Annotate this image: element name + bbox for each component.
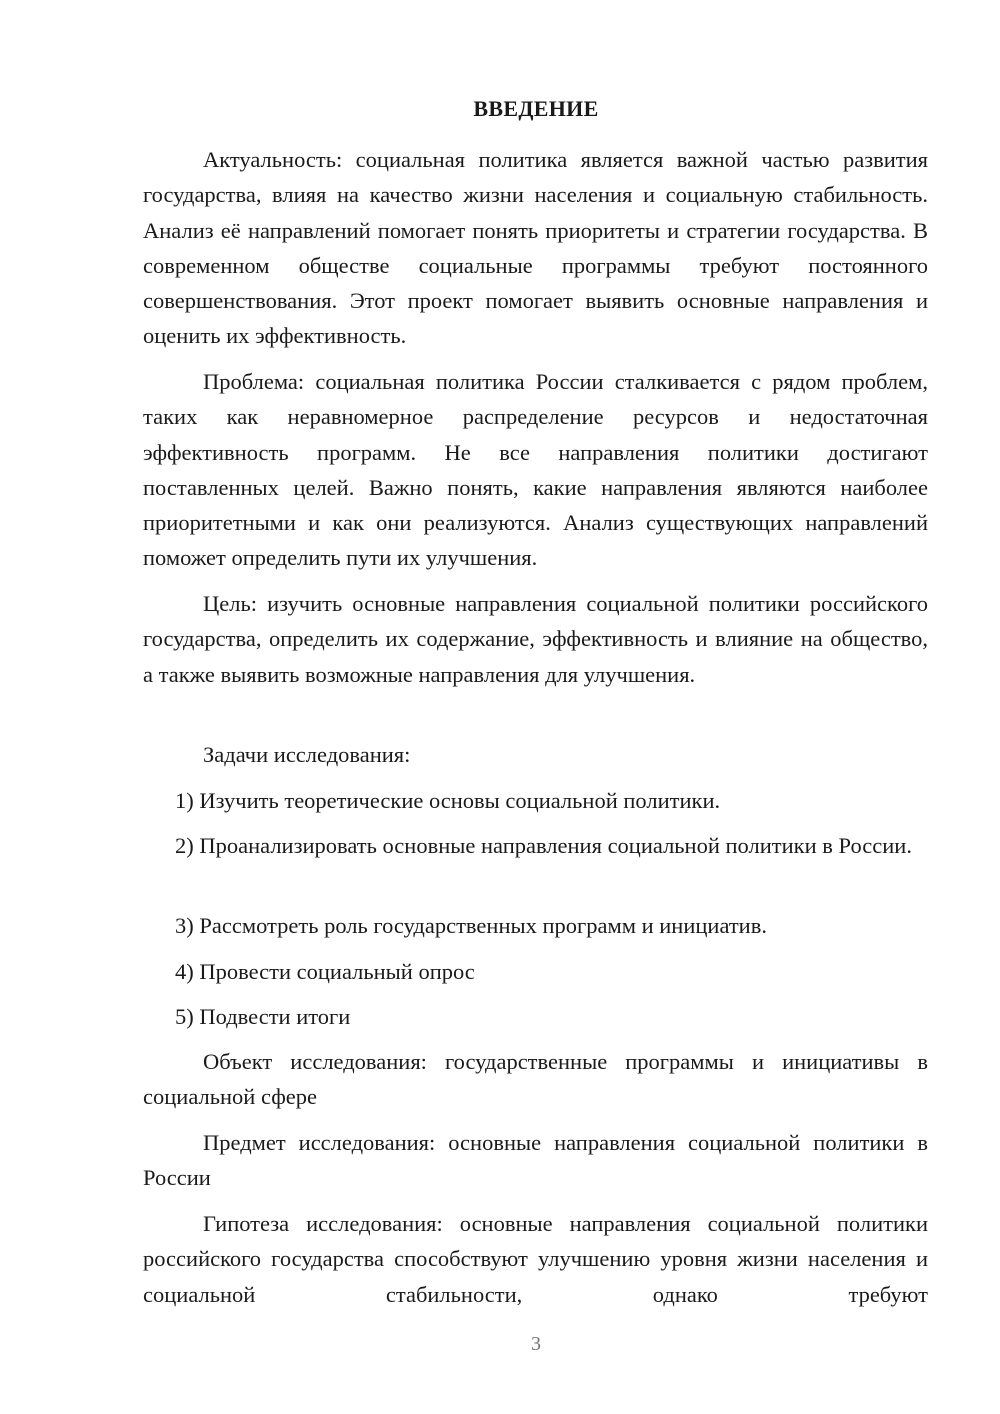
task-item-3: 3) Рассмотреть роль государственных программ и инициатив.: [175, 913, 767, 938]
problem-paragraph: Проблема: социальная политика России сталкивается с рядом проблем, таких как неравномерное распределение ресурсов и недостаточная эффективность программ. Не все направления политики достигают поставленных целей. Важно понять, какие направления являются наиболее приоритетными и как они реализуются. Анализ существующих направлений поможет определить пути их улучшения.: [143, 369, 928, 571]
hypothesis-paragraph: Гипотеза исследования: основные направления социальной политики российского государства способствуют улучшению уровня жизни населения и социальной стабильности, однако требуют: [143, 1211, 928, 1307]
relevance-paragraph: Актуальность: социальная политика является важной частью развития государства, влияя на качество жизни населения и социальную стабильность. Анализ её направлений помогает понять приоритеты и стратегии государства. В современном обществе социальные программы требуют постоянного совершенствования. Этот проект помогает выявить основные направления и оценить их эффективность.: [143, 147, 928, 349]
page-title: ВВЕДЕНИЕ: [473, 96, 599, 121]
subject-paragraph: Предмет исследования: основные направления социальной политики в России: [143, 1130, 928, 1191]
task-item-1: 1) Изучить теоретические основы социальной политики.: [175, 788, 721, 813]
object-paragraph: Объект исследования: государственные программы и инициативы в социальной сфере: [143, 1049, 928, 1110]
page-number: 3: [531, 1333, 541, 1355]
task-item-5: 5) Подвести итоги: [175, 1004, 351, 1029]
task-item-4: 4) Провести социальный опрос: [175, 959, 475, 984]
task-item-2: 2) Проанализировать основные направления социальной политики в России.: [175, 833, 912, 858]
tasks-heading: Задачи исследования:: [203, 742, 411, 767]
goal-paragraph: Цель: изучить основные направления социальной политики российского государства, определить их содержание, эффективность и влияние на общество, а также выявить возможные направления для улучшения.: [143, 591, 928, 687]
